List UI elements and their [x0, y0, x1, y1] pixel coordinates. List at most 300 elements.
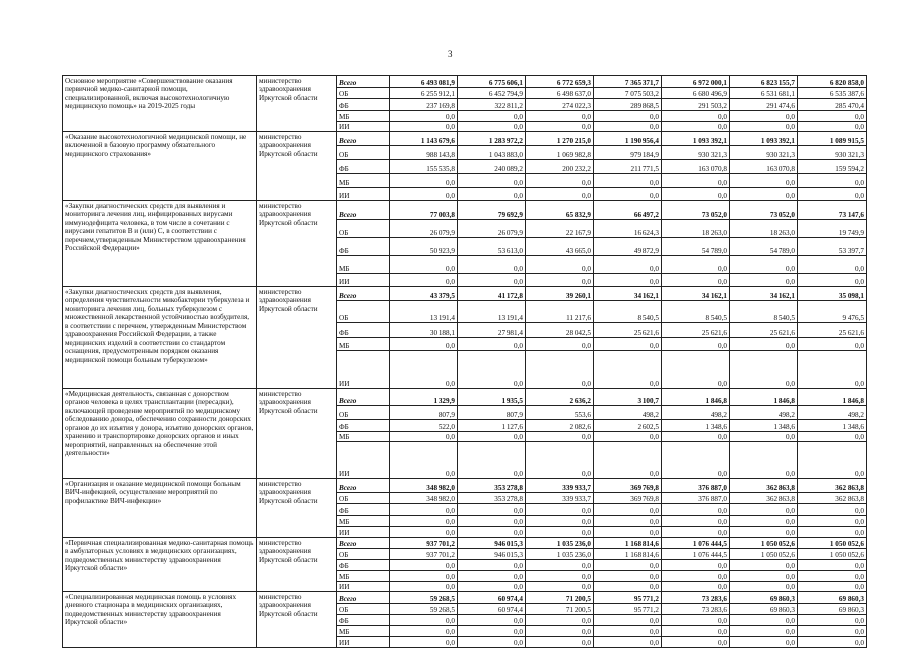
amount-cell: 274 022,3: [526, 99, 594, 111]
amount-cell: 322 811,2: [458, 99, 526, 111]
amount-cell: 0,0: [526, 351, 594, 389]
amount-cell: 0,0: [662, 582, 730, 592]
amount-cell: 0,0: [798, 256, 867, 274]
funding-source: ОБ: [337, 88, 390, 99]
amount-cell: 289 868,5: [594, 99, 662, 111]
funding-source: Всего: [337, 592, 390, 604]
amount-cell: 1 283 972,2: [458, 132, 526, 146]
amount-cell: 0,0: [390, 571, 458, 582]
amount-cell: 0,0: [730, 338, 798, 351]
amount-cell: 0,0: [526, 338, 594, 351]
amount-cell: 200 232,2: [526, 160, 594, 174]
amount-cell: 0,0: [526, 560, 594, 571]
amount-cell: 0,0: [390, 560, 458, 571]
amount-cell: 59 268,5: [390, 592, 458, 604]
responsible-executor: министерство здравоохранения Иркутской области: [257, 538, 337, 592]
amount-cell: 0,0: [390, 582, 458, 592]
amount-cell: 9 476,5: [798, 301, 867, 323]
amount-cell: 34 162,1: [594, 287, 662, 301]
amount-cell: 0,0: [526, 571, 594, 582]
amount-cell: 19 749,9: [798, 220, 867, 238]
amount-cell: 376 887,0: [662, 479, 730, 493]
amount-cell: 339 933,7: [526, 493, 594, 504]
amount-cell: 16 624,3: [594, 220, 662, 238]
amount-cell: 1 050 052,6: [798, 549, 867, 560]
responsible-executor: министерство здравоохранения Иркутской области: [257, 76, 337, 132]
amount-cell: 0,0: [730, 571, 798, 582]
funding-source: ФБ: [337, 160, 390, 174]
amount-cell: 0,0: [594, 351, 662, 389]
amount-cell: 6 493 081,9: [390, 76, 458, 88]
amount-cell: 0,0: [526, 274, 594, 287]
amount-cell: 1 050 052,6: [798, 538, 867, 549]
funding-source: МБ: [337, 432, 390, 442]
amount-cell: 362 863,8: [730, 479, 798, 493]
responsible-executor: министерство здравоохранения Иркутской области: [257, 479, 337, 538]
amount-cell: 0,0: [594, 571, 662, 582]
amount-cell: 0,0: [390, 504, 458, 516]
amount-cell: 0,0: [594, 111, 662, 122]
amount-cell: 0,0: [798, 174, 867, 188]
amount-cell: 0,0: [390, 256, 458, 274]
amount-cell: 6 772 659,3: [526, 76, 594, 88]
amount-cell: 930 321,3: [798, 146, 867, 160]
amount-cell: 0,0: [594, 516, 662, 527]
amount-cell: 0,0: [526, 256, 594, 274]
amount-cell: 53 397,7: [798, 238, 867, 256]
amount-cell: 1 846,8: [798, 389, 867, 406]
amount-cell: 0,0: [458, 582, 526, 592]
program-description: «Организация и оказание медицинской помощи больным ВИЧ-инфекцией, осуществление мероприятий по профилактике ВИЧ-инфекции»: [63, 479, 257, 538]
amount-cell: 1 348,6: [730, 420, 798, 432]
table-row: [63, 389, 867, 406]
amount-cell: 0,0: [798, 122, 867, 132]
amount-cell: 0,0: [730, 256, 798, 274]
amount-cell: 376 887,0: [662, 493, 730, 504]
amount-cell: 159 594,2: [798, 160, 867, 174]
amount-cell: 6 535 387,6: [798, 88, 867, 99]
funding-source: Всего: [337, 132, 390, 146]
responsible-executor: министерство здравоохранения Иркутской области: [257, 287, 337, 389]
amount-cell: 6 531 681,1: [730, 88, 798, 99]
funding-source: МБ: [337, 174, 390, 188]
amount-cell: 2 636,2: [526, 389, 594, 406]
amount-cell: 979 184,9: [594, 146, 662, 160]
amount-cell: 0,0: [662, 351, 730, 389]
amount-cell: 69 860,3: [730, 592, 798, 604]
amount-cell: 54 789,0: [662, 238, 730, 256]
amount-cell: 0,0: [798, 188, 867, 201]
amount-cell: 0,0: [730, 442, 798, 479]
amount-cell: 0,0: [662, 111, 730, 122]
amount-cell: 0,0: [458, 527, 526, 538]
amount-cell: 69 860,3: [730, 604, 798, 615]
funding-source: ОБ: [337, 493, 390, 504]
amount-cell: 77 003,8: [390, 201, 458, 220]
page-number: 3: [448, 49, 453, 59]
amount-cell: 18 263,0: [730, 220, 798, 238]
amount-cell: 498,2: [662, 406, 730, 420]
funding-source: ФБ: [337, 615, 390, 626]
amount-cell: 73 147,6: [798, 201, 867, 220]
amount-cell: 0,0: [390, 274, 458, 287]
amount-cell: 0,0: [798, 504, 867, 516]
amount-cell: 0,0: [594, 637, 662, 648]
funding-source: ОБ: [337, 220, 390, 238]
amount-cell: 0,0: [730, 351, 798, 389]
amount-cell: 27 981,4: [458, 323, 526, 338]
amount-cell: 285 470,4: [798, 99, 867, 111]
amount-cell: 79 692,9: [458, 201, 526, 220]
amount-cell: 807,9: [458, 406, 526, 420]
amount-cell: 0,0: [798, 582, 867, 592]
amount-cell: 0,0: [458, 560, 526, 571]
amount-cell: 0,0: [390, 174, 458, 188]
amount-cell: 6 452 794,9: [458, 88, 526, 99]
amount-cell: 348 982,0: [390, 493, 458, 504]
amount-cell: 0,0: [526, 122, 594, 132]
amount-cell: 0,0: [458, 626, 526, 637]
program-description: «Закупки диагностических средств для выявления и мониторинга лечения лиц, инфицированных вирусами иммунодефицита человека, в том числе в сочетании с вирусами гепатитов В и (или) С, в соответствии с перечнем,утвержденным Министерством здравоохранения Российской Федерации»: [63, 201, 257, 287]
amount-cell: 1 348,6: [798, 420, 867, 432]
amount-cell: 39 260,1: [526, 287, 594, 301]
amount-cell: 988 143,8: [390, 146, 458, 160]
funding-source: ФБ: [337, 99, 390, 111]
amount-cell: 53 613,0: [458, 238, 526, 256]
amount-cell: 0,0: [390, 626, 458, 637]
amount-cell: 43 665,0: [526, 238, 594, 256]
funding-source: Всего: [337, 76, 390, 88]
amount-cell: 0,0: [662, 615, 730, 626]
responsible-executor: министерство здравоохранения Иркутской области: [257, 201, 337, 287]
amount-cell: 6 498 637,0: [526, 88, 594, 99]
amount-cell: 211 771,5: [594, 160, 662, 174]
funding-source: МБ: [337, 571, 390, 582]
amount-cell: 95 771,2: [594, 604, 662, 615]
amount-cell: 0,0: [458, 174, 526, 188]
funding-source: Всего: [337, 479, 390, 493]
amount-cell: 0,0: [594, 615, 662, 626]
amount-cell: 0,0: [662, 338, 730, 351]
amount-cell: 0,0: [798, 626, 867, 637]
table-row: [63, 201, 867, 220]
amount-cell: 1 069 982,8: [526, 146, 594, 160]
funding-source: ОБ: [337, 406, 390, 420]
amount-cell: 0,0: [458, 615, 526, 626]
amount-cell: 0,0: [730, 527, 798, 538]
amount-cell: 807,9: [390, 406, 458, 420]
amount-cell: 1 093 392,1: [730, 132, 798, 146]
table-row: [63, 287, 867, 301]
amount-cell: 0,0: [730, 274, 798, 287]
amount-cell: 7 365 371,7: [594, 76, 662, 88]
amount-cell: 0,0: [662, 637, 730, 648]
amount-cell: 155 535,8: [390, 160, 458, 174]
amount-cell: 0,0: [390, 338, 458, 351]
amount-cell: 0,0: [798, 527, 867, 538]
amount-cell: 369 769,8: [594, 479, 662, 493]
amount-cell: 0,0: [390, 111, 458, 122]
amount-cell: 362 863,8: [730, 493, 798, 504]
amount-cell: 25 621,6: [798, 323, 867, 338]
amount-cell: 0,0: [390, 516, 458, 527]
amount-cell: 73 283,6: [662, 592, 730, 604]
amount-cell: 43 379,5: [390, 287, 458, 301]
funding-source: ИИ: [337, 122, 390, 132]
funding-source: ИИ: [337, 582, 390, 592]
amount-cell: 0,0: [458, 637, 526, 648]
amount-cell: 0,0: [526, 626, 594, 637]
amount-cell: 0,0: [798, 432, 867, 442]
amount-cell: 1 127,6: [458, 420, 526, 432]
amount-cell: 0,0: [526, 615, 594, 626]
amount-cell: 0,0: [526, 174, 594, 188]
amount-cell: 0,0: [526, 111, 594, 122]
amount-cell: 0,0: [798, 516, 867, 527]
program-description: «Закупки диагностических средств для выявления, определения чувствительности микобактерии туберкулеза и мониторинга лечения лиц, больных туберкулезом с множественной лекарственной устойчивостью возбудителя, в соответствии с перечнем, утвержденным Министерством здравоохранения Российской Федерации, а также медицинских изделий в соответствии со стандартом оснащения, предусмотренным порядком оказания медицинской помощи больным туберкулезом»: [63, 287, 257, 389]
amount-cell: 54 789,0: [730, 238, 798, 256]
amount-cell: 1 076 444,5: [662, 538, 730, 549]
funding-source: ФБ: [337, 238, 390, 256]
amount-cell: 0,0: [798, 571, 867, 582]
amount-cell: 7 075 503,2: [594, 88, 662, 99]
amount-cell: 41 172,8: [458, 287, 526, 301]
amount-cell: 1 348,6: [662, 420, 730, 432]
amount-cell: 0,0: [662, 571, 730, 582]
amount-cell: 0,0: [458, 442, 526, 479]
funding-source: МБ: [337, 338, 390, 351]
amount-cell: 0,0: [798, 560, 867, 571]
amount-cell: 0,0: [662, 256, 730, 274]
amount-cell: 0,0: [390, 615, 458, 626]
amount-cell: 930 321,3: [662, 146, 730, 160]
amount-cell: 362 863,8: [798, 479, 867, 493]
amount-cell: 73 052,0: [662, 201, 730, 220]
amount-cell: 348 982,0: [390, 479, 458, 493]
funding-source: ИИ: [337, 351, 390, 389]
amount-cell: 0,0: [730, 122, 798, 132]
amount-cell: 0,0: [798, 351, 867, 389]
amount-cell: 6 680 496,9: [662, 88, 730, 99]
amount-cell: 0,0: [662, 504, 730, 516]
amount-cell: 0,0: [662, 527, 730, 538]
table-row: [63, 132, 867, 146]
amount-cell: 946 015,3: [458, 549, 526, 560]
funding-source: Всего: [337, 389, 390, 406]
amount-cell: 0,0: [798, 111, 867, 122]
amount-cell: 0,0: [798, 615, 867, 626]
amount-cell: 0,0: [390, 527, 458, 538]
funding-source: ФБ: [337, 323, 390, 338]
amount-cell: 0,0: [594, 188, 662, 201]
amount-cell: 0,0: [526, 637, 594, 648]
amount-cell: 0,0: [594, 442, 662, 479]
funding-source: ИИ: [337, 637, 390, 648]
amount-cell: 0,0: [390, 637, 458, 648]
amount-cell: 6 255 912,1: [390, 88, 458, 99]
amount-cell: 0,0: [798, 442, 867, 479]
amount-cell: 1 143 679,6: [390, 132, 458, 146]
amount-cell: 0,0: [458, 571, 526, 582]
amount-cell: 0,0: [662, 626, 730, 637]
amount-cell: 13 191,4: [390, 301, 458, 323]
amount-cell: 353 278,8: [458, 493, 526, 504]
amount-cell: 0,0: [594, 256, 662, 274]
amount-cell: 0,0: [594, 338, 662, 351]
amount-cell: 69 860,3: [798, 604, 867, 615]
table-row: [63, 479, 867, 493]
amount-cell: 0,0: [662, 442, 730, 479]
amount-cell: 0,0: [390, 188, 458, 201]
amount-cell: 11 217,6: [526, 301, 594, 323]
table-row: [63, 592, 867, 604]
responsible-executor: министерство здравоохранения Иркутской области: [257, 132, 337, 201]
amount-cell: 0,0: [458, 274, 526, 287]
funding-source: МБ: [337, 516, 390, 527]
amount-cell: 0,0: [526, 432, 594, 442]
amount-cell: 0,0: [390, 351, 458, 389]
amount-cell: 1 168 814,6: [594, 538, 662, 549]
amount-cell: 163 070,8: [730, 160, 798, 174]
funding-source: ФБ: [337, 560, 390, 571]
amount-cell: 2 602,5: [594, 420, 662, 432]
responsible-executor: министерство здравоохранения Иркутской области: [257, 592, 337, 648]
amount-cell: 0,0: [526, 516, 594, 527]
amount-cell: 0,0: [730, 504, 798, 516]
funding-source: ИИ: [337, 442, 390, 479]
amount-cell: 0,0: [594, 560, 662, 571]
amount-cell: 13 191,4: [458, 301, 526, 323]
funding-source: МБ: [337, 626, 390, 637]
amount-cell: 0,0: [662, 516, 730, 527]
amount-cell: 0,0: [594, 174, 662, 188]
amount-cell: 0,0: [390, 442, 458, 479]
funding-source: ОБ: [337, 146, 390, 160]
amount-cell: 291 503,2: [662, 99, 730, 111]
amount-cell: 0,0: [458, 432, 526, 442]
amount-cell: 339 933,7: [526, 479, 594, 493]
program-description: «Специализированная медицинская помощь в условиях дневного стационара в медицинских организациях, подведомственных министерству здравоохранения Иркутской области»: [63, 592, 257, 648]
funding-source: ОБ: [337, 549, 390, 560]
amount-cell: 30 188,1: [390, 323, 458, 338]
amount-cell: 0,0: [458, 111, 526, 122]
amount-cell: 1 935,5: [458, 389, 526, 406]
amount-cell: 1 035 236,0: [526, 549, 594, 560]
amount-cell: 0,0: [730, 188, 798, 201]
amount-cell: 34 162,1: [730, 287, 798, 301]
amount-cell: 18 263,0: [662, 220, 730, 238]
amount-cell: 0,0: [526, 527, 594, 538]
amount-cell: 50 923,9: [390, 238, 458, 256]
amount-cell: 66 497,2: [594, 201, 662, 220]
amount-cell: 95 771,2: [594, 592, 662, 604]
amount-cell: 1 846,8: [662, 389, 730, 406]
amount-cell: 0,0: [458, 516, 526, 527]
amount-cell: 0,0: [458, 338, 526, 351]
amount-cell: 0,0: [390, 432, 458, 442]
funding-table: [62, 75, 867, 648]
funding-source: ФБ: [337, 420, 390, 432]
amount-cell: 60 974,4: [458, 604, 526, 615]
amount-cell: 1 190 956,4: [594, 132, 662, 146]
amount-cell: 0,0: [526, 442, 594, 479]
amount-cell: 60 974,4: [458, 592, 526, 604]
funding-source: ИИ: [337, 274, 390, 287]
amount-cell: 291 474,6: [730, 99, 798, 111]
amount-cell: 498,2: [594, 406, 662, 420]
amount-cell: 1 050 052,6: [730, 538, 798, 549]
amount-cell: 6 820 858,0: [798, 76, 867, 88]
amount-cell: 1 270 215,0: [526, 132, 594, 146]
amount-cell: 73 283,6: [662, 604, 730, 615]
amount-cell: 69 860,3: [798, 592, 867, 604]
amount-cell: 930 321,3: [730, 146, 798, 160]
funding-source: Всего: [337, 201, 390, 220]
amount-cell: 0,0: [730, 516, 798, 527]
amount-cell: 0,0: [594, 432, 662, 442]
amount-cell: 1 168 814,6: [594, 549, 662, 560]
amount-cell: 362 863,8: [798, 493, 867, 504]
amount-cell: 6 775 606,1: [458, 76, 526, 88]
amount-cell: 71 200,5: [526, 604, 594, 615]
amount-cell: 0,0: [594, 582, 662, 592]
amount-cell: 1 043 883,0: [458, 146, 526, 160]
amount-cell: 937 701,2: [390, 538, 458, 549]
amount-cell: 0,0: [594, 274, 662, 287]
amount-cell: 0,0: [798, 274, 867, 287]
amount-cell: 0,0: [458, 504, 526, 516]
amount-cell: 0,0: [730, 582, 798, 592]
amount-cell: 163 070,8: [662, 160, 730, 174]
program-description: «Медицинская деятельность, связанная с донорством органов человека в целях трансплантации (пересадки), включающей проведение мероприятий по медицинскому обследованию донора, обеспечению сохранности донорских органов до их изъятия у донора, изъятию донорских органов, хранению и транспортировке донорских органов и иных мероприятий, направленных на обеспечение этой деятельности»: [63, 389, 257, 479]
amount-cell: 1 035 236,0: [526, 538, 594, 549]
amount-cell: 1 093 392,1: [662, 132, 730, 146]
amount-cell: 0,0: [458, 256, 526, 274]
amount-cell: 26 079,9: [390, 220, 458, 238]
amount-cell: 0,0: [730, 432, 798, 442]
amount-cell: 240 089,2: [458, 160, 526, 174]
funding-source: ИИ: [337, 527, 390, 538]
funding-source: ОБ: [337, 301, 390, 323]
program-description: «Оказание высокотехнологичной медицинской помощи, не включенной в базовую программу обязательного медицинского страхования»: [63, 132, 257, 201]
amount-cell: 71 200,5: [526, 592, 594, 604]
amount-cell: 25 621,6: [594, 323, 662, 338]
amount-cell: 0,0: [390, 122, 458, 132]
amount-cell: 0,0: [526, 188, 594, 201]
amount-cell: 3 100,7: [594, 389, 662, 406]
amount-cell: 0,0: [526, 582, 594, 592]
amount-cell: 73 052,0: [730, 201, 798, 220]
program-description: «Первичная специализированная медико-санитарная помощь в амбулаторных условиях в медицинских организациях, подведомственных министерству здравоохранения Иркутской области»: [63, 538, 257, 592]
table-row: [63, 538, 867, 549]
amount-cell: 937 701,2: [390, 549, 458, 560]
table-row: [63, 76, 867, 88]
amount-cell: 0,0: [458, 188, 526, 201]
amount-cell: 522,0: [390, 420, 458, 432]
amount-cell: 1 089 915,5: [798, 132, 867, 146]
funding-source: Всего: [337, 287, 390, 301]
amount-cell: 0,0: [798, 637, 867, 648]
amount-cell: 1 846,8: [730, 389, 798, 406]
amount-cell: 25 621,6: [730, 323, 798, 338]
funding-source: ФБ: [337, 504, 390, 516]
amount-cell: 0,0: [594, 527, 662, 538]
amount-cell: 1 050 052,6: [730, 549, 798, 560]
amount-cell: 0,0: [730, 560, 798, 571]
amount-cell: 0,0: [730, 111, 798, 122]
amount-cell: 0,0: [526, 504, 594, 516]
amount-cell: 25 621,6: [662, 323, 730, 338]
